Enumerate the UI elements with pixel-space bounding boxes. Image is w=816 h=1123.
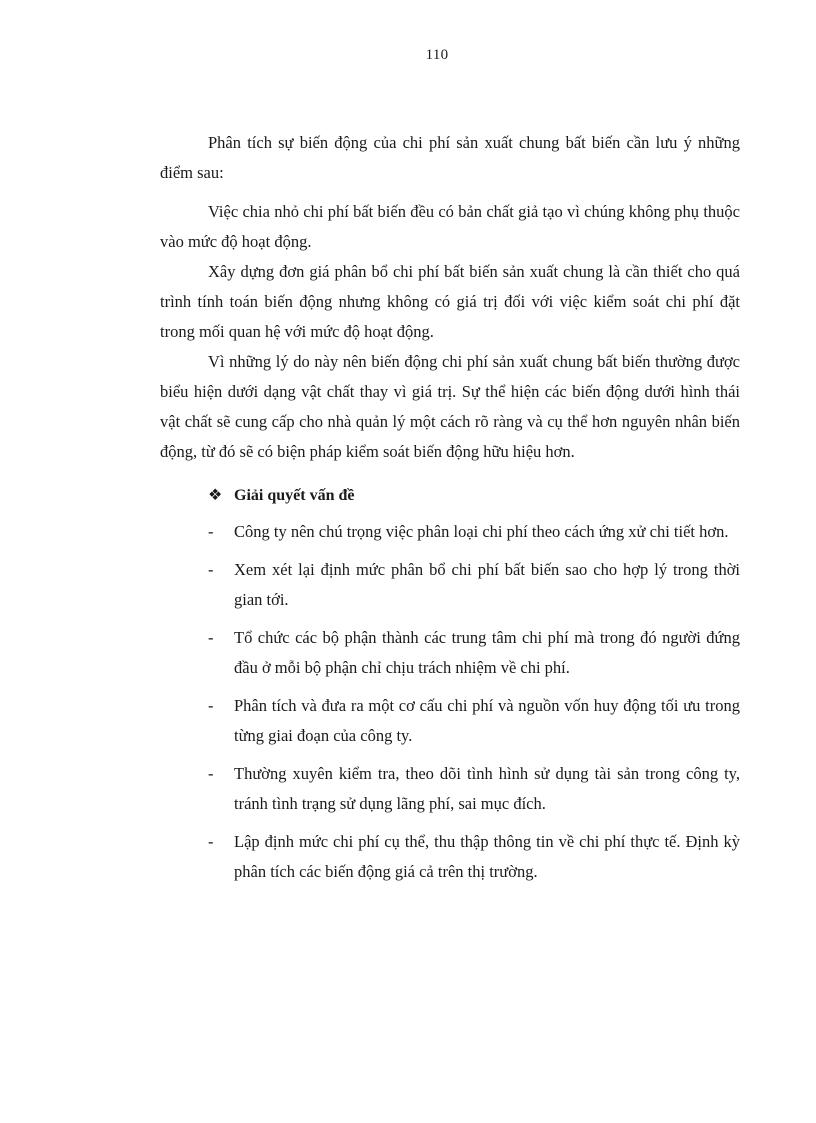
list-item-text: Phân tích và đưa ra một cơ cấu chi phí và nguồn vốn huy động tối ưu trong từng giai đoạn của công ty. xyxy=(234,696,740,745)
body-text xyxy=(160,128,740,895)
list-item-text: Công ty nên chú trọng việc phân loại chi phí theo cách ứng xử chi tiết hơn. xyxy=(234,522,729,541)
list-item xyxy=(160,623,740,683)
list-item xyxy=(160,691,740,751)
paragraph-fixed-cost-division: Việc chia nhỏ chi phí bất biến đều có bản chất giả tạo vì chúng không phụ thuộc vào mức độ hoạt động. xyxy=(160,202,740,251)
list-item xyxy=(160,827,740,887)
diamond-bullet-icon: ❖ xyxy=(208,487,223,504)
page-number: 110 xyxy=(425,47,449,63)
list-item-text: Tổ chức các bộ phận thành các trung tâm chi phí mà trong đó người đứng đầu ở mỗi bộ phận chỉ chịu trách nhiệm về chi phí. xyxy=(234,628,740,677)
dash-bullet-icon: - xyxy=(208,696,214,715)
dash-bullet-icon: - xyxy=(208,522,214,541)
list-item xyxy=(160,759,740,819)
list-item xyxy=(160,517,740,547)
paragraph-physical-form: Vì những lý do này nên biến động chi phí sản xuất chung bất biến thường được biểu hiện dưới dạng vật chất thay vì giá trị. Sự thể hiện các biến động dưới hình thái vật chất sẽ cung cấp cho nhà quản lý một cách rõ ràng và cụ thể hơn nguyên nhân biến động, từ đó sẽ có biện pháp kiểm soát biến động hữu hiệu hơn. xyxy=(160,352,740,461)
paragraph-intro: Phân tích sự biến động của chi phí sản xuất chung bất biến cần lưu ý những điểm sau: xyxy=(160,133,740,182)
paragraph-allocation-rate: Xây dựng đơn giá phân bổ chi phí bất biến sản xuất chung là cần thiết cho quá trình tính toán biến động nhưng không có giá trị đối với việc kiểm soát chi phí đặt trong mối quan hệ với mức độ hoạt động. xyxy=(160,262,740,341)
section-heading-text: Giải quyết vấn đề xyxy=(234,487,355,504)
list-item-text: Thường xuyên kiểm tra, theo dõi tình hình sử dụng tài sản trong công ty, tránh tình trạng sử dụng lãng phí, sai mục đích. xyxy=(234,764,740,813)
list-item-text: Xem xét lại định mức phân bổ chi phí bất biến sao cho hợp lý trong thời gian tới. xyxy=(234,560,740,609)
dash-bullet-icon: - xyxy=(208,832,214,851)
section-heading xyxy=(208,481,740,511)
list-item xyxy=(160,555,740,615)
dash-bullet-icon: - xyxy=(208,628,214,647)
dash-bullet-icon: - xyxy=(208,764,214,783)
solution-list xyxy=(160,517,740,887)
list-item-text: Lập định mức chi phí cụ thể, thu thập thông tin về chi phí thực tế. Định kỳ phân tích các biến động giá cả trên thị trường. xyxy=(234,832,740,881)
dash-bullet-icon: - xyxy=(208,560,214,579)
